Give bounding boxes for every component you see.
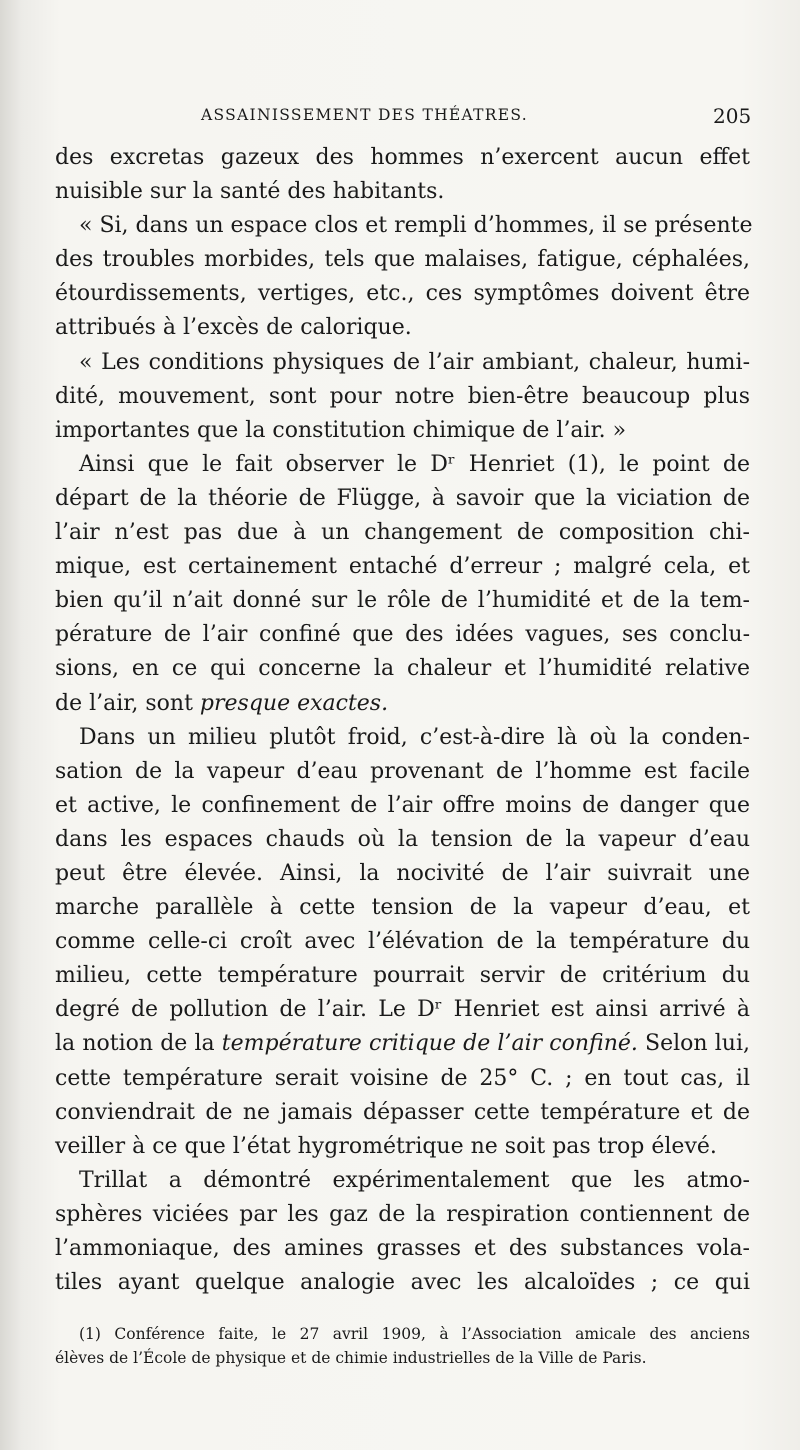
footnote-line: (1) Conférence faite, le 27 avril 1909, à l’Association amicale des anciens (79, 1325, 750, 1343)
text-line: dans les espaces chauds où la tension de la vapeur d’eau (55, 826, 750, 852)
text-line: « Si, dans un espace clos et rempli d’hommes, il se présente (79, 213, 753, 239)
text-line: attribués à l’excès de calorique. (55, 315, 412, 341)
text-line: tiles ayant quelque analogie avec les alcaloïdes ; ce qui (55, 1270, 750, 1296)
text-line: Dans un milieu plutôt froid, c’est-à-dire là où la conden- (79, 724, 750, 750)
footnote-line: élèves de l’École de physique et de chimie industrielles de la Ville de Paris. (55, 1349, 647, 1367)
text-line: des excretas gazeux des hommes n’exercent aucun effet (55, 145, 750, 170)
text-line: départ de la théorie de Flügge, à savoir que la viciation de (55, 485, 750, 511)
text-line: Trillat a démontré expérimentalement que les atmo- (79, 1167, 750, 1193)
footnotes (55, 1322, 750, 1370)
text-line: la notion de la température critique de l’air confiné. Selon lui, (55, 1031, 751, 1057)
page-header (0, 104, 800, 132)
text-line: de l’air, sont presque exactes. (55, 690, 389, 716)
text-line: nuisible sur la santé des habitants. (55, 179, 445, 205)
text-line: comme celle-ci croît avec l’élévation de la température du (55, 929, 750, 955)
text-line: et active, le confinement de l’air offre moins de danger que (55, 792, 750, 818)
text-line: veiller à ce que l’état hygrométrique ne soit pas trop élevé. (55, 1133, 717, 1159)
text-line: pérature de l’air confiné que des idées vagues, ses conclu- (55, 622, 750, 648)
text-line: sation de la vapeur d’eau provenant de l’homme est facile (55, 758, 750, 784)
text-line: étourdissements, vertiges, etc., ces symptômes doivent être (55, 281, 750, 307)
page-number: 205 (713, 104, 752, 128)
italic-phrase: presque exactes. (199, 690, 389, 716)
text-line: Ainsi que le fait observer le Dʳ Henriet (1), le point de (79, 451, 750, 477)
text-line: « Les conditions physiques de l’air ambiant, chaleur, humi- (79, 349, 750, 375)
text-line: dité, mouvement, sont pour notre bien-être beaucoup plus (55, 383, 750, 409)
text-line: conviendrait de ne jamais dépasser cette température et de (55, 1099, 750, 1125)
text-line: l’ammoniaque, des amines grasses et des substances vola- (55, 1236, 750, 1261)
text-line: milieu, cette température pourrait servir de critérium du (55, 963, 750, 989)
text-line: importantes que la constitution chimique de l’air. » (55, 417, 627, 443)
body-text (55, 141, 753, 1300)
text-line: des troubles morbides, tels que malaises, fatigue, céphalées, (55, 247, 750, 273)
text-line: mique, est certainement entaché d’erreur ; malgré cela, et (55, 554, 750, 580)
text-line: bien qu’il n’ait donné sur le rôle de l’humidité et de la tem- (55, 588, 750, 614)
italic-phrase: température critique de l’air confiné. (221, 1031, 638, 1057)
text-line: sphères viciées par les gaz de la respiration contiennent de (55, 1201, 750, 1227)
text-line: sions, en ce qui concerne la chaleur et l’humidité relative (55, 656, 750, 682)
text-line: peut être élevée. Ainsi, la nocivité de l’air suivrait une (55, 860, 750, 886)
running-head: ASSAINISSEMENT DES THÉATRES. (201, 106, 528, 124)
text-line: cette température serait voisine de 25° C. ; en tout cas, il (55, 1065, 750, 1091)
text-line: l’air n’est pas due à un changement de composition chi- (55, 520, 750, 546)
text-line: marche parallèle à cette tension de la vapeur d’eau, et (55, 895, 750, 921)
text-line: degré de pollution de l’air. Le Dʳ Henriet est ainsi arrivé à (55, 997, 750, 1023)
